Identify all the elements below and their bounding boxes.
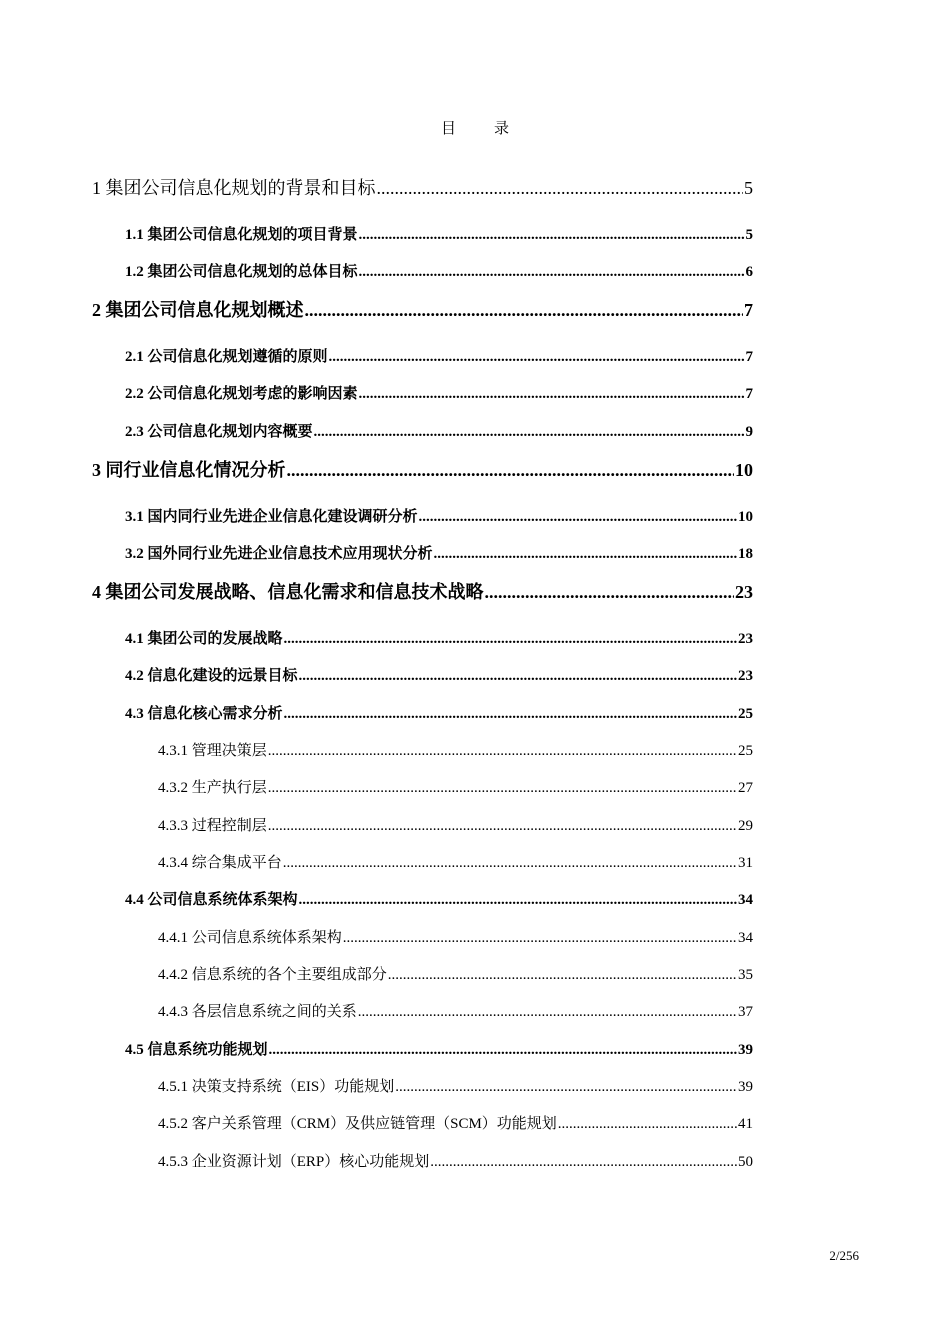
toc-entry-label: 1.1 集团公司信息化规划的项目背景 bbox=[125, 227, 358, 243]
toc-entry-page: 10 bbox=[735, 460, 753, 480]
toc-entry-label: 4.4.2 信息系统的各个主要组成部分 bbox=[158, 967, 387, 983]
toc-leader-dots bbox=[395, 1079, 737, 1096]
toc-entry-page: 25 bbox=[738, 743, 753, 759]
toc-leader-dots bbox=[358, 1004, 737, 1021]
toc-entry-page: 34 bbox=[738, 892, 753, 908]
toc-leader-dots bbox=[430, 1154, 737, 1171]
toc-entry-page: 5 bbox=[745, 227, 753, 243]
toc-entry[interactable] bbox=[158, 776, 753, 797]
toc-entry[interactable] bbox=[158, 851, 753, 872]
toc-entry-label: 4.4.1 公司信息系统体系架构 bbox=[158, 930, 342, 946]
toc-entry[interactable] bbox=[125, 420, 753, 441]
toc-entry[interactable] bbox=[158, 814, 753, 835]
toc-entry[interactable] bbox=[125, 345, 753, 366]
toc-leader-dots bbox=[377, 178, 744, 199]
toc-entry-label: 4.2 信息化建设的远景目标 bbox=[125, 668, 298, 684]
toc-leader-dots bbox=[343, 930, 737, 947]
toc-leader-dots bbox=[419, 509, 737, 526]
toc-entry-label: 2 集团公司信息化规划概述 bbox=[92, 300, 304, 320]
toc-entry-page: 31 bbox=[738, 855, 753, 871]
toc-entry-page: 50 bbox=[738, 1154, 753, 1170]
toc-entry[interactable] bbox=[125, 542, 753, 563]
toc-entry[interactable] bbox=[158, 1150, 753, 1171]
toc-entry[interactable] bbox=[125, 382, 753, 403]
toc-leader-dots bbox=[283, 855, 737, 872]
toc-leader-dots bbox=[434, 546, 737, 563]
toc-entry-page: 39 bbox=[738, 1042, 753, 1058]
toc-entry-page: 18 bbox=[738, 546, 753, 562]
toc-entry-label: 4.3.2 生产执行层 bbox=[158, 780, 267, 796]
toc-entry-label: 2.1 公司信息化规划遵循的原则 bbox=[125, 349, 328, 365]
toc-entry-page: 41 bbox=[738, 1116, 753, 1132]
toc-entry-label: 4.3 信息化核心需求分析 bbox=[125, 706, 283, 722]
toc-entry[interactable] bbox=[125, 505, 753, 526]
toc-entry-label: 4.5.1 决策支持系统（EIS）功能规划 bbox=[158, 1079, 395, 1095]
toc-title-left: 目 bbox=[440, 121, 456, 137]
toc-entry-label: 2.2 公司信息化规划考虑的影响因素 bbox=[125, 386, 358, 402]
toc-entry[interactable] bbox=[158, 1000, 753, 1021]
toc-entry[interactable] bbox=[92, 578, 753, 604]
toc-leader-dots bbox=[268, 818, 737, 835]
toc-leader-dots bbox=[284, 706, 737, 723]
toc-entry-label: 3.1 国内同行业先进企业信息化建设调研分析 bbox=[125, 509, 418, 525]
toc-entry[interactable] bbox=[158, 1075, 753, 1096]
toc-entry[interactable] bbox=[158, 1112, 753, 1133]
toc-leader-dots bbox=[305, 300, 744, 321]
toc-leader-dots bbox=[287, 460, 735, 481]
toc-entry-label: 1 集团公司信息化规划的背景和目标 bbox=[92, 178, 376, 198]
toc-entry-label: 4.5.2 客户关系管理（CRM）及供应链管理（SCM）功能规划 bbox=[158, 1116, 557, 1132]
toc-leader-dots bbox=[359, 227, 745, 244]
toc-entry[interactable] bbox=[92, 456, 753, 482]
toc-entry-page: 25 bbox=[738, 706, 753, 722]
toc-entry-page: 6 bbox=[745, 264, 753, 280]
toc-entry-label: 4.5 信息系统功能规划 bbox=[125, 1042, 268, 1058]
toc-entry-page: 29 bbox=[738, 818, 753, 834]
toc-entry-page: 10 bbox=[738, 509, 753, 525]
toc-leader-dots bbox=[299, 668, 737, 685]
toc-entry-page: 7 bbox=[744, 300, 753, 320]
page-indicator: 2/256 bbox=[829, 1248, 859, 1263]
toc-entry-page: 27 bbox=[738, 780, 753, 796]
toc-entry-page: 23 bbox=[738, 631, 753, 647]
toc-entry-page: 37 bbox=[738, 1004, 753, 1020]
toc-entry-page: 7 bbox=[745, 349, 753, 365]
toc-entry[interactable] bbox=[125, 1038, 753, 1059]
toc-entry[interactable] bbox=[125, 888, 753, 909]
toc-entry[interactable] bbox=[125, 627, 753, 648]
toc-entry[interactable] bbox=[92, 296, 753, 322]
toc-entry-page: 7 bbox=[745, 386, 753, 402]
toc-entry-label: 4.3.1 管理决策层 bbox=[158, 743, 267, 759]
toc-entry-label: 4.1 集团公司的发展战略 bbox=[125, 631, 283, 647]
toc-entry-label: 3.2 国外同行业先进企业信息技术应用现状分析 bbox=[125, 546, 433, 562]
toc-leader-dots bbox=[329, 349, 745, 366]
toc-entry[interactable] bbox=[158, 926, 753, 947]
toc-leader-dots bbox=[299, 892, 737, 909]
toc-entry-page: 35 bbox=[738, 967, 753, 983]
toc-entry-label: 3 同行业信息化情况分析 bbox=[92, 460, 286, 480]
toc-entry[interactable] bbox=[125, 664, 753, 685]
toc-entry-page: 9 bbox=[745, 424, 753, 440]
toc-leader-dots bbox=[268, 780, 737, 797]
toc-entry[interactable] bbox=[158, 963, 753, 984]
toc-leader-dots bbox=[485, 582, 735, 603]
toc-entry-label: 4.5.3 企业资源计划（ERP）核心功能规划 bbox=[158, 1154, 430, 1170]
toc-entry[interactable] bbox=[158, 739, 753, 760]
toc-leader-dots bbox=[359, 264, 745, 281]
toc-entry[interactable] bbox=[125, 223, 753, 244]
toc-entry-label: 2.3 公司信息化规划内容概要 bbox=[125, 424, 313, 440]
toc-leader-dots bbox=[284, 631, 737, 648]
toc-entry-label: 4.4 公司信息系统体系架构 bbox=[125, 892, 298, 908]
toc-leader-dots bbox=[269, 1042, 737, 1059]
toc-title-right: 录 bbox=[494, 121, 510, 137]
toc-entry-label: 4 集团公司发展战略、信息化需求和信息技术战略 bbox=[92, 582, 484, 602]
toc-leader-dots bbox=[314, 424, 745, 441]
toc-entry-label: 4.4.3 各层信息系统之间的关系 bbox=[158, 1004, 357, 1020]
toc-leader-dots bbox=[268, 743, 737, 760]
toc-leader-dots bbox=[388, 967, 737, 984]
toc-entry-page: 34 bbox=[738, 930, 753, 946]
toc-leader-dots bbox=[558, 1116, 737, 1133]
toc-entry-page: 23 bbox=[735, 582, 753, 602]
toc-entry-page: 39 bbox=[738, 1079, 753, 1095]
toc-entry[interactable] bbox=[92, 174, 753, 200]
toc-leader-dots bbox=[359, 386, 745, 403]
toc-entry[interactable] bbox=[125, 702, 753, 723]
toc-entry-label: 4.3.4 综合集成平台 bbox=[158, 855, 282, 871]
toc-entry[interactable] bbox=[125, 260, 753, 281]
toc-entry-page: 5 bbox=[744, 178, 753, 198]
toc-entry-label: 1.2 集团公司信息化规划的总体目标 bbox=[125, 264, 358, 280]
toc-title bbox=[0, 117, 950, 138]
toc-entry-page: 23 bbox=[738, 668, 753, 684]
toc-entry-label: 4.3.3 过程控制层 bbox=[158, 818, 267, 834]
